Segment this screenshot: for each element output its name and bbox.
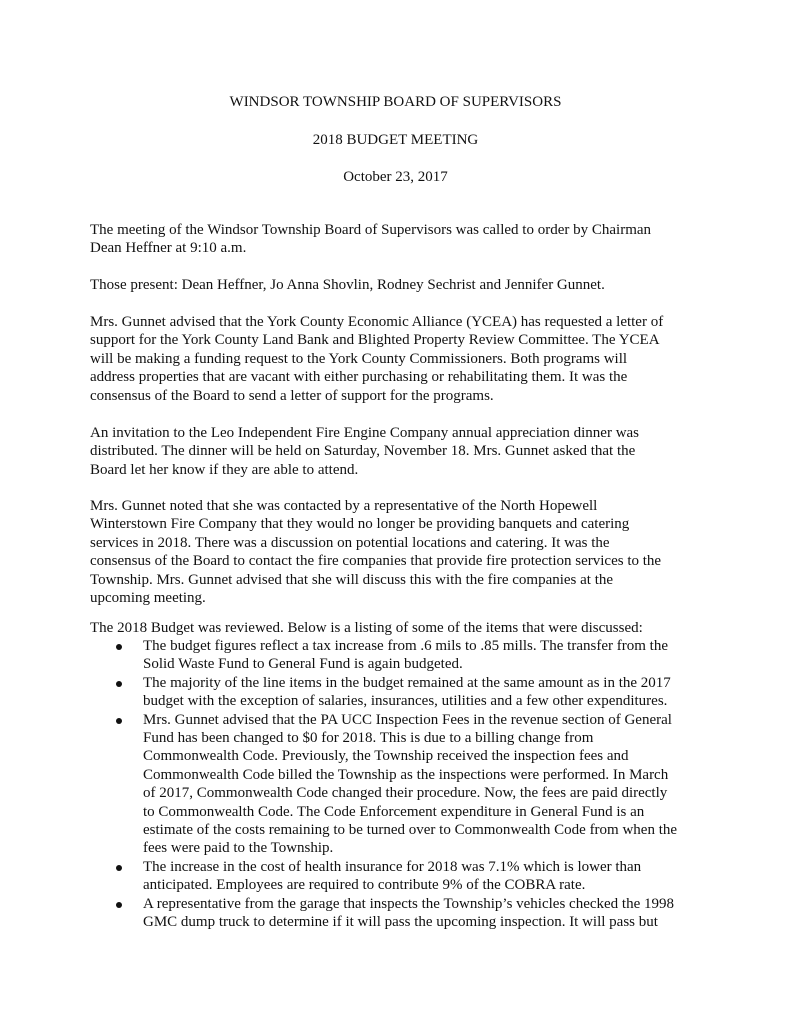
list-item-line: The increase in the cost of health insurance for 2018 was 7.1% which is lower than — [143, 858, 642, 875]
bullet-icon — [116, 681, 122, 687]
paragraph-line: Winterstown Fire Company that they would no longer be providing banquets and catering — [90, 516, 630, 533]
document-title: WINDSOR TOWNSHIP BOARD OF SUPERVISORS — [229, 94, 562, 110]
list-item-line: GMC dump truck to determine if it will pass the upcoming inspection. It will pass but — [143, 914, 658, 931]
document-subtitle: 2018 BUDGET MEETING — [312, 132, 479, 148]
paragraph-line: will be making a funding request to the York County Commissioners. Both programs will — [90, 350, 628, 367]
list-item-line: of 2017, Commonwealth Code changed their procedure. Now, the fees are paid directly — [143, 785, 668, 802]
list-item-line: budget with the exception of salaries, insurances, utilities and a few other expenditures. — [143, 693, 668, 710]
list-item-line: Commonwealth Code billed the Township as the inspections were performed. In March — [143, 766, 669, 783]
bullet-icon — [116, 865, 122, 871]
list-item-line: Fund has been changed to $0 for 2018. This is due to a billing change from — [143, 730, 594, 747]
paragraph-ycea-letter — [90, 313, 710, 405]
paragraph-line: distributed. The dinner will be held on Saturday, November 18. Mrs. Gunnet asked that the — [90, 443, 636, 460]
paragraph-budget-review — [90, 619, 710, 637]
meeting-date: October 23, 2017 — [343, 169, 448, 185]
bullet-icon — [116, 902, 122, 908]
list-item-line: The majority of the line items in the budget remained at the same amount as in the 2017 — [143, 674, 671, 691]
paragraph-line: Mrs. Gunnet advised that the York County Economic Alliance (YCEA) has requested a letter of — [90, 314, 664, 330]
list-item — [116, 637, 716, 674]
paragraph-line: consensus of the Board to send a letter of support for the programs. — [90, 387, 494, 404]
list-item — [116, 858, 716, 895]
list-item-line: A representative from the garage that inspects the Township’s vehicles checked the 1998 — [143, 895, 675, 912]
list-item — [116, 674, 716, 711]
paragraph-line: Township. Mrs. Gunnet advised that she will discuss this with the fire companies at the — [90, 571, 614, 588]
bullet-icon — [116, 718, 122, 724]
list-item-line: estimate of the costs remaining to be turned over to Commonwealth Code from when the — [143, 822, 678, 839]
bullet-icon — [116, 644, 122, 650]
paragraph-line: The 2018 Budget was reviewed. Below is a listing of some of the items that were discussed: — [90, 620, 643, 636]
paragraph-line: An invitation to the Leo Independent Fire Engine Company annual appreciation dinner was — [90, 425, 640, 441]
paragraph-line: Mrs. Gunnet noted that she was contacted by a representative of the North Hopewell — [90, 498, 598, 514]
list-item-line: The budget figures reflect a tax increase from .6 mils to .85 mills. The transfer from the — [143, 638, 668, 654]
list-item — [116, 711, 716, 858]
list-item-line: Solid Waste Fund to General Fund is again budgeted. — [143, 656, 463, 673]
paragraph-line: services in 2018. There was a discussion on potential locations and catering. It was the — [90, 534, 610, 551]
list-item — [116, 895, 716, 932]
paragraph-line: upcoming meeting. — [90, 590, 206, 607]
paragraph-leo-dinner — [90, 424, 710, 479]
list-item-line: Mrs. Gunnet advised that the PA UCC Inspection Fees in the revenue section of General — [143, 711, 672, 728]
list-item-line: fees were paid to the Township. — [143, 840, 334, 857]
paragraph-line: Those present: Dean Heffner, Jo Anna Shovlin, Rodney Sechrist and Jennifer Gunnet. — [90, 277, 605, 293]
paragraph-line: Board let her know if they are able to attend. — [90, 461, 359, 478]
paragraph-call-to-order — [90, 221, 710, 258]
paragraph-fire-company — [90, 497, 710, 607]
paragraph-line: Dean Heffner at 9:10 a.m. — [90, 240, 247, 257]
list-item-line: anticipated. Employees are required to contribute 9% of the COBRA rate. — [143, 877, 586, 894]
list-item-line: Commonwealth Code. Previously, the Township received the inspection fees and — [143, 748, 629, 765]
paragraph-attendance — [90, 276, 710, 294]
budget-items-list — [116, 637, 716, 932]
paragraph-line: support for the York County Land Bank and Blighted Property Review Committee. The YCEA — [90, 332, 660, 349]
paragraph-line: consensus of the Board to contact the fire companies that provide fire protection services to the — [90, 553, 662, 570]
list-item-line: to Commonwealth Code. The Code Enforcement expenditure in General Fund is an — [143, 803, 645, 820]
paragraph-line: The meeting of the Windsor Township Board of Supervisors was called to order by Chairman — [90, 222, 652, 238]
paragraph-line: address properties that are vacant with either purchasing or rehabilitating them. It was the — [90, 369, 628, 386]
